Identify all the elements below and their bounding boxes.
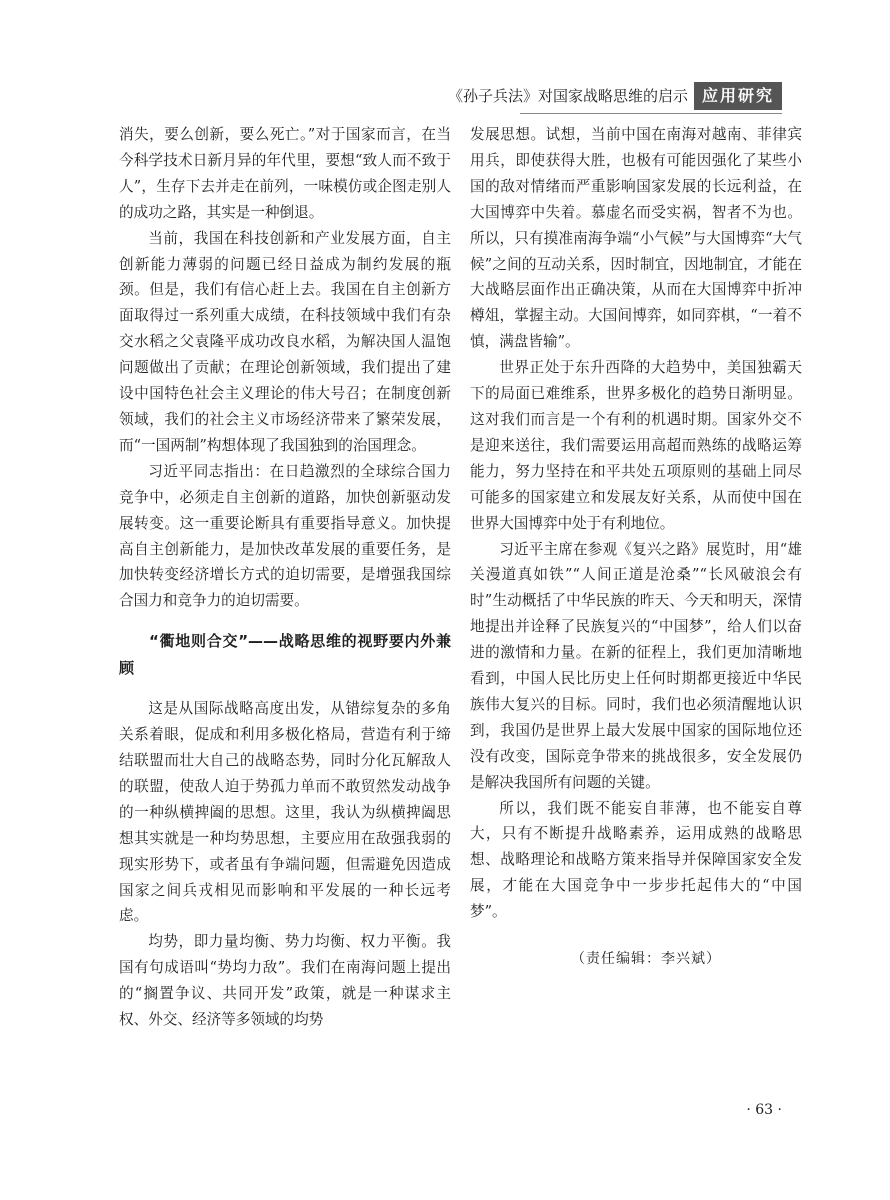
- paragraph: 所以，我们既不能妄自菲薄，也不能妄自尊大，只有不断提升战略素养，运用成熟的战略思想、战略理论和战略方策来指导并保障国家安全发展，才能在大国竞争中一步步托起伟大的“中国梦”。: [470, 799, 802, 921]
- paragraph: 发展思想。试想，当前中国在南海对越南、菲律宾用兵，即使获得大胜，也极有可能因强化了某些小国的敌对情绪而严重影响国家发展的长远利益，在大国博弈中失着。慕虚名而受实祸，智者不为也。所以，只有摸准南海争端“小气候”与大国博弈“大气候”之间的互动关系，因时制宜，因地制宜，才能在大战略层面作出正确决策，从而在大国博弈中折冲樽俎，掌握主动。大国间博弈，如同弈棋，“一着不慎，满盘皆输”。: [470, 126, 802, 351]
- header-article-title: 《孙子兵法》对国家战略思维的启示: [447, 87, 688, 105]
- left-column: [119, 122, 451, 1033]
- paragraph: 世界正处于东升西降的大趋势中，美国独霸天下的局面已难维系，世界多极化的趋势日渐明显。这对我们而言是一个有利的机遇时期。国家外交不是迎来送往，我们需要运用高超而熟练的战略运筹能力，努力坚持在和平共处五项原则的基础上同尽可能多的国家建立和发展友好关系，从而使中国在世界大国博弈中处于有利地位。: [470, 359, 802, 532]
- page-number: · 63 ·: [746, 1102, 782, 1118]
- paragraph: 这是从国际战略高度出发，从错综复杂的多角关系着眼，促成和利用多极化格局，营造有利于缔结联盟而壮大自己的战略态势，同时分化瓦解敌人的联盟，使敌人迫于势孤力单而不敢贸然发动战争的一种纵横捭阖的思想。这里，我认为纵横捭阖思想其实就是一种均势思想，主要应用在敌强我弱的现实形势下，或者虽有争端问题，但需避免因造成国家之间兵戎相见而影响和平发展的一种长远考虑。: [119, 700, 451, 925]
- header-divider: [520, 113, 782, 114]
- paragraph: 当前，我国在科技创新和产业发展方面，自主创新能力薄弱的问题已经日益成为制约发展的瓶颈。但是，我们有信心赶上去。我国在自主创新方面取得过一系列重大成绩，在科技领域中我们有杂交水稻之父袁隆平成功改良水稻，为解决国人温饱问题做出了贡献；在理论创新领域，我们提出了建设中国特色社会主义理论的伟大号召；在制度创新领域，我们的社会主义市场经济带来了繁荣发展，而“一国两制”构想体现了我国独到的治国理念。: [119, 229, 451, 454]
- running-header: [410, 80, 782, 112]
- section-heading: “衢地则合交”——战略思维的视野要内外兼顾: [119, 632, 451, 678]
- section-tag: 应用研究: [694, 82, 782, 110]
- right-column: [470, 122, 802, 971]
- paragraph: 习近平同志指出：在日趋激烈的全球综合国力竞争中，必须走自主创新的道路，加快创新驱动发展转变。这一重要论断具有重要指导意义。加快提高自主创新能力，是加快改革发展的重要任务，是加快转变经济增长方式的迫切需要，是增强我国综合国力和竞争力的迫切需要。: [119, 462, 451, 610]
- paragraph: 均势，即力量均衡、势力均衡、权力平衡。我国有句成语叫“势均力敌”。我们在南海问题上提出的“搁置争议、共同开发”政策，就是一种谋求主权、外交、经济等多领域的均势: [119, 933, 451, 1029]
- paragraph: 习近平主席在参观《复兴之路》展览时，用“雄关漫道真如铁”“人间正道是沧桑”“长风破浪会有时”生动概括了中华民族的昨天、今天和明天，深情地提出并诠释了民族复兴的“中国梦”，给人们以奋进的激情和力量。在新的征程上，我们更加清晰地看到，中国人民比历史上任何时期都更接近中华民族伟大复兴的目标。同时，我们也必须清醒地认识到，我国仍是世界上最大发展中国家的国际地位还没有改变，国际竞争带来的挑战很多，安全发展仍是解决我国所有问题的关键。: [470, 540, 802, 791]
- paragraph: 消失，要么创新，要么死亡。”对于国家而言，在当今科学技术日新月异的年代里，要想“致人而不致于人”，生存下去并走在前列，一味模仿或企图走别人的成功之路，其实是一种倒退。: [119, 126, 451, 221]
- editor-credit: （责任编辑：李兴斌）: [571, 951, 721, 968]
